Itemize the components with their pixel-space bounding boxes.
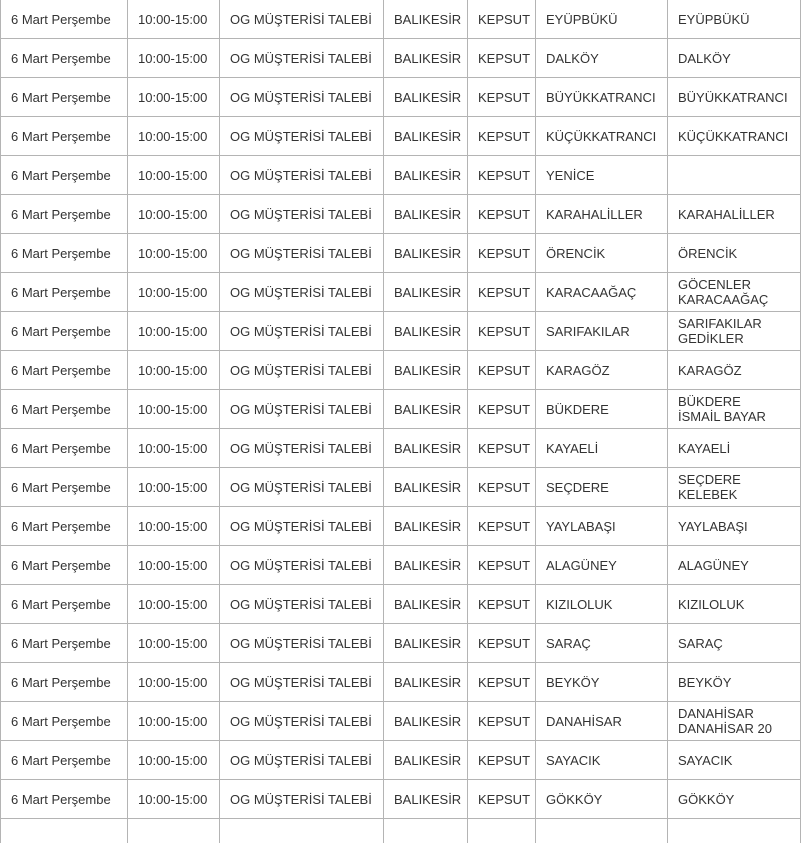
district-cell: KEPSUT — [468, 0, 536, 39]
neighborhood-name: ALAGÜNEY — [678, 557, 749, 573]
neighborhood-cell — [668, 234, 801, 273]
reason-cell: OG MÜŞTERİSİ TALEBİ — [220, 78, 384, 117]
reason-cell: OG MÜŞTERİSİ TALEBİ — [220, 273, 384, 312]
date-cell: 6 Mart Perşembe — [1, 351, 128, 390]
time-cell: 10:00-15:00 — [128, 0, 220, 39]
table-row — [1, 390, 801, 429]
time-cell: 10:00-15:00 — [128, 39, 220, 78]
table-row — [1, 585, 801, 624]
reason-cell: OG MÜŞTERİSİ TALEBİ — [220, 546, 384, 585]
date-cell: 6 Mart Perşembe — [1, 312, 128, 351]
province-cell: BALIKESİR — [384, 507, 468, 546]
district-cell: KEPSUT — [468, 78, 536, 117]
neighborhood-cell — [668, 819, 801, 843]
province-cell: BALIKESİR — [384, 546, 468, 585]
village-cell: SARIFAKILAR — [536, 312, 668, 351]
reason-cell: OG MÜŞTERİSİ TALEBİ — [220, 663, 384, 702]
date-cell: 6 Mart Perşembe — [1, 429, 128, 468]
reason-cell: OG MÜŞTERİSİ TALEBİ — [220, 312, 384, 351]
village-cell — [536, 819, 668, 843]
village-cell: KAYAELİ — [536, 429, 668, 468]
district-cell: KEPSUT — [468, 117, 536, 156]
neighborhood-name: KÜÇÜKKATRANCI — [678, 128, 789, 144]
village-cell: EYÜPBÜKÜ — [536, 0, 668, 39]
date-cell: 6 Mart Perşembe — [1, 0, 128, 39]
neighborhood-name: İSMAİL BAYAR — [678, 409, 766, 424]
neighborhood-name: KIZILOLUK — [678, 596, 745, 612]
district-cell: KEPSUT — [468, 585, 536, 624]
province-cell: BALIKESİR — [384, 780, 468, 819]
neighborhood-name: KAYAELİ — [678, 440, 731, 456]
province-cell: BALIKESİR — [384, 351, 468, 390]
neighborhood-cell — [668, 507, 801, 546]
neighborhood-name: SAYACIK — [678, 752, 733, 768]
province-cell: BALIKESİR — [384, 468, 468, 507]
province-cell: BALIKESİR — [384, 624, 468, 663]
reason-cell: OG MÜŞTERİSİ TALEBİ — [220, 468, 384, 507]
province-cell: BALIKESİR — [384, 273, 468, 312]
village-cell: SAYACIK — [536, 741, 668, 780]
district-cell: KEPSUT — [468, 702, 536, 741]
table-row — [1, 429, 801, 468]
date-cell: 6 Mart Perşembe — [1, 702, 128, 741]
village-cell: SARAÇ — [536, 624, 668, 663]
village-cell: KIZILOLUK — [536, 585, 668, 624]
table-row — [1, 546, 801, 585]
time-cell: 10:00-15:00 — [128, 312, 220, 351]
reason-cell: OG MÜŞTERİSİ TALEBİ — [220, 0, 384, 39]
neighborhood-cell — [668, 39, 801, 78]
reason-cell — [220, 819, 384, 843]
reason-cell: OG MÜŞTERİSİ TALEBİ — [220, 624, 384, 663]
neighborhood-name: KARACAAĞAÇ — [678, 292, 769, 307]
date-cell: 6 Mart Perşembe — [1, 117, 128, 156]
neighborhood-cell — [668, 468, 801, 507]
neighborhood-cell — [668, 741, 801, 780]
time-cell: 10:00-15:00 — [128, 429, 220, 468]
reason-cell: OG MÜŞTERİSİ TALEBİ — [220, 156, 384, 195]
village-cell: DANAHİSAR — [536, 702, 668, 741]
neighborhood-name: GEDİKLER — [678, 331, 744, 346]
village-cell: ALAGÜNEY — [536, 546, 668, 585]
neighborhood-cell — [668, 429, 801, 468]
time-cell: 10:00-15:00 — [128, 273, 220, 312]
village-cell: YENİCE — [536, 156, 668, 195]
reason-cell: OG MÜŞTERİSİ TALEBİ — [220, 390, 384, 429]
neighborhood-cell — [668, 546, 801, 585]
neighborhood-cell — [668, 624, 801, 663]
reason-cell: OG MÜŞTERİSİ TALEBİ — [220, 351, 384, 390]
neighborhood-name: SARIFAKILAR — [678, 316, 762, 331]
time-cell — [128, 819, 220, 843]
province-cell: BALIKESİR — [384, 156, 468, 195]
province-cell: BALIKESİR — [384, 702, 468, 741]
neighborhood-name: EYÜPBÜKÜ — [678, 11, 750, 27]
date-cell: 6 Mart Perşembe — [1, 195, 128, 234]
table-row — [1, 624, 801, 663]
neighborhood-name: SARAÇ — [678, 635, 723, 651]
reason-cell: OG MÜŞTERİSİ TALEBİ — [220, 585, 384, 624]
neighborhood-cell — [668, 0, 801, 39]
date-cell: 6 Mart Perşembe — [1, 624, 128, 663]
neighborhood-name: DALKÖY — [678, 50, 731, 66]
reason-cell: OG MÜŞTERİSİ TALEBİ — [220, 507, 384, 546]
province-cell: BALIKESİR — [384, 234, 468, 273]
table-body — [1, 0, 801, 843]
date-cell: 6 Mart Perşembe — [1, 780, 128, 819]
time-cell: 10:00-15:00 — [128, 624, 220, 663]
table-row — [1, 234, 801, 273]
district-cell: KEPSUT — [468, 312, 536, 351]
neighborhood-name: BÜKDERE — [678, 394, 741, 409]
district-cell: KEPSUT — [468, 234, 536, 273]
date-cell: 6 Mart Perşembe — [1, 390, 128, 429]
village-cell: KARAGÖZ — [536, 351, 668, 390]
province-cell: BALIKESİR — [384, 429, 468, 468]
date-cell: 6 Mart Perşembe — [1, 156, 128, 195]
date-cell: 6 Mart Perşembe — [1, 663, 128, 702]
neighborhood-name: KARAGÖZ — [678, 362, 742, 378]
date-cell: 6 Mart Perşembe — [1, 546, 128, 585]
time-cell: 10:00-15:00 — [128, 195, 220, 234]
province-cell: BALIKESİR — [384, 312, 468, 351]
table-row — [1, 468, 801, 507]
date-cell: 6 Mart Perşembe — [1, 234, 128, 273]
table-row — [1, 0, 801, 39]
district-cell: KEPSUT — [468, 351, 536, 390]
table-row — [1, 156, 801, 195]
district-cell: KEPSUT — [468, 546, 536, 585]
village-cell: BÜKDERE — [536, 390, 668, 429]
table-row — [1, 780, 801, 819]
district-cell — [468, 819, 536, 843]
village-cell: GÖKKÖY — [536, 780, 668, 819]
village-cell: BÜYÜKKATRANCI — [536, 78, 668, 117]
time-cell: 10:00-15:00 — [128, 468, 220, 507]
neighborhood-name: ÖRENCİK — [678, 245, 738, 261]
table-row — [1, 117, 801, 156]
neighborhood-cell — [668, 351, 801, 390]
neighborhood-cell — [668, 78, 801, 117]
province-cell — [384, 819, 468, 843]
district-cell: KEPSUT — [468, 156, 536, 195]
neighborhood-name: GÖKKÖY — [678, 791, 735, 807]
neighborhood-cell — [668, 195, 801, 234]
district-cell: KEPSUT — [468, 624, 536, 663]
district-cell: KEPSUT — [468, 390, 536, 429]
reason-cell: OG MÜŞTERİSİ TALEBİ — [220, 117, 384, 156]
date-cell: 6 Mart Perşembe — [1, 741, 128, 780]
table-row — [1, 507, 801, 546]
reason-cell: OG MÜŞTERİSİ TALEBİ — [220, 195, 384, 234]
province-cell: BALIKESİR — [384, 39, 468, 78]
reason-cell: OG MÜŞTERİSİ TALEBİ — [220, 702, 384, 741]
neighborhood-cell — [668, 702, 801, 741]
neighborhood-cell — [668, 273, 801, 312]
village-cell: YAYLABAŞI — [536, 507, 668, 546]
neighborhood-name: GÖCENLER — [678, 277, 751, 292]
neighborhood-name: BÜYÜKKATRANCI — [678, 89, 788, 105]
district-cell: KEPSUT — [468, 780, 536, 819]
date-cell: 6 Mart Perşembe — [1, 39, 128, 78]
time-cell: 10:00-15:00 — [128, 663, 220, 702]
time-cell: 10:00-15:00 — [128, 702, 220, 741]
district-cell: KEPSUT — [468, 507, 536, 546]
neighborhood-name: DANAHİSAR — [678, 706, 754, 721]
neighborhood-cell — [668, 390, 801, 429]
table-row — [1, 312, 801, 351]
province-cell: BALIKESİR — [384, 195, 468, 234]
time-cell: 10:00-15:00 — [128, 156, 220, 195]
district-cell: KEPSUT — [468, 429, 536, 468]
time-cell: 10:00-15:00 — [128, 390, 220, 429]
neighborhood-name: KARAHALİLLER — [678, 206, 775, 222]
village-cell: KARAHALİLLER — [536, 195, 668, 234]
table-row — [1, 741, 801, 780]
time-cell: 10:00-15:00 — [128, 507, 220, 546]
time-cell: 10:00-15:00 — [128, 78, 220, 117]
village-cell: BEYKÖY — [536, 663, 668, 702]
reason-cell: OG MÜŞTERİSİ TALEBİ — [220, 780, 384, 819]
table-row — [1, 702, 801, 741]
date-cell: 6 Mart Perşembe — [1, 78, 128, 117]
time-cell: 10:00-15:00 — [128, 546, 220, 585]
neighborhood-name: BEYKÖY — [678, 674, 732, 690]
neighborhood-cell — [668, 156, 801, 195]
date-cell: 6 Mart Perşembe — [1, 507, 128, 546]
neighborhood-name: DANAHİSAR 20 — [678, 721, 772, 736]
neighborhood-name: YAYLABAŞI — [678, 518, 748, 534]
reason-cell: OG MÜŞTERİSİ TALEBİ — [220, 39, 384, 78]
province-cell: BALIKESİR — [384, 585, 468, 624]
province-cell: BALIKESİR — [384, 390, 468, 429]
date-cell: 6 Mart Perşembe — [1, 468, 128, 507]
reason-cell: OG MÜŞTERİSİ TALEBİ — [220, 234, 384, 273]
time-cell: 10:00-15:00 — [128, 780, 220, 819]
time-cell: 10:00-15:00 — [128, 117, 220, 156]
table-row — [1, 351, 801, 390]
date-cell — [1, 819, 128, 843]
village-cell: DALKÖY — [536, 39, 668, 78]
table-row — [1, 273, 801, 312]
village-cell: KÜÇÜKKATRANCI — [536, 117, 668, 156]
province-cell: BALIKESİR — [384, 0, 468, 39]
district-cell: KEPSUT — [468, 468, 536, 507]
district-cell: KEPSUT — [468, 663, 536, 702]
table-row — [1, 195, 801, 234]
district-cell: KEPSUT — [468, 741, 536, 780]
reason-cell: OG MÜŞTERİSİ TALEBİ — [220, 429, 384, 468]
time-cell: 10:00-15:00 — [128, 351, 220, 390]
province-cell: BALIKESİR — [384, 117, 468, 156]
table-row — [1, 663, 801, 702]
time-cell: 10:00-15:00 — [128, 585, 220, 624]
province-cell: BALIKESİR — [384, 663, 468, 702]
table-row — [1, 78, 801, 117]
time-cell: 10:00-15:00 — [128, 234, 220, 273]
village-cell: KARACAAĞAÇ — [536, 273, 668, 312]
province-cell: BALIKESİR — [384, 78, 468, 117]
date-cell: 6 Mart Perşembe — [1, 273, 128, 312]
district-cell: KEPSUT — [468, 273, 536, 312]
reason-cell: OG MÜŞTERİSİ TALEBİ — [220, 741, 384, 780]
village-cell: SEÇDERE — [536, 468, 668, 507]
date-cell: 6 Mart Perşembe — [1, 585, 128, 624]
district-cell: KEPSUT — [468, 195, 536, 234]
neighborhood-name: SEÇDERE — [678, 472, 741, 487]
province-cell: BALIKESİR — [384, 741, 468, 780]
neighborhood-cell — [668, 312, 801, 351]
neighborhood-cell — [668, 585, 801, 624]
table-row — [1, 39, 801, 78]
neighborhood-cell — [668, 780, 801, 819]
neighborhood-cell — [668, 663, 801, 702]
village-cell: ÖRENCİK — [536, 234, 668, 273]
time-cell: 10:00-15:00 — [128, 741, 220, 780]
neighborhood-cell — [668, 117, 801, 156]
district-cell: KEPSUT — [468, 39, 536, 78]
neighborhood-name: KELEBEK — [678, 487, 738, 502]
table-row — [1, 819, 801, 843]
